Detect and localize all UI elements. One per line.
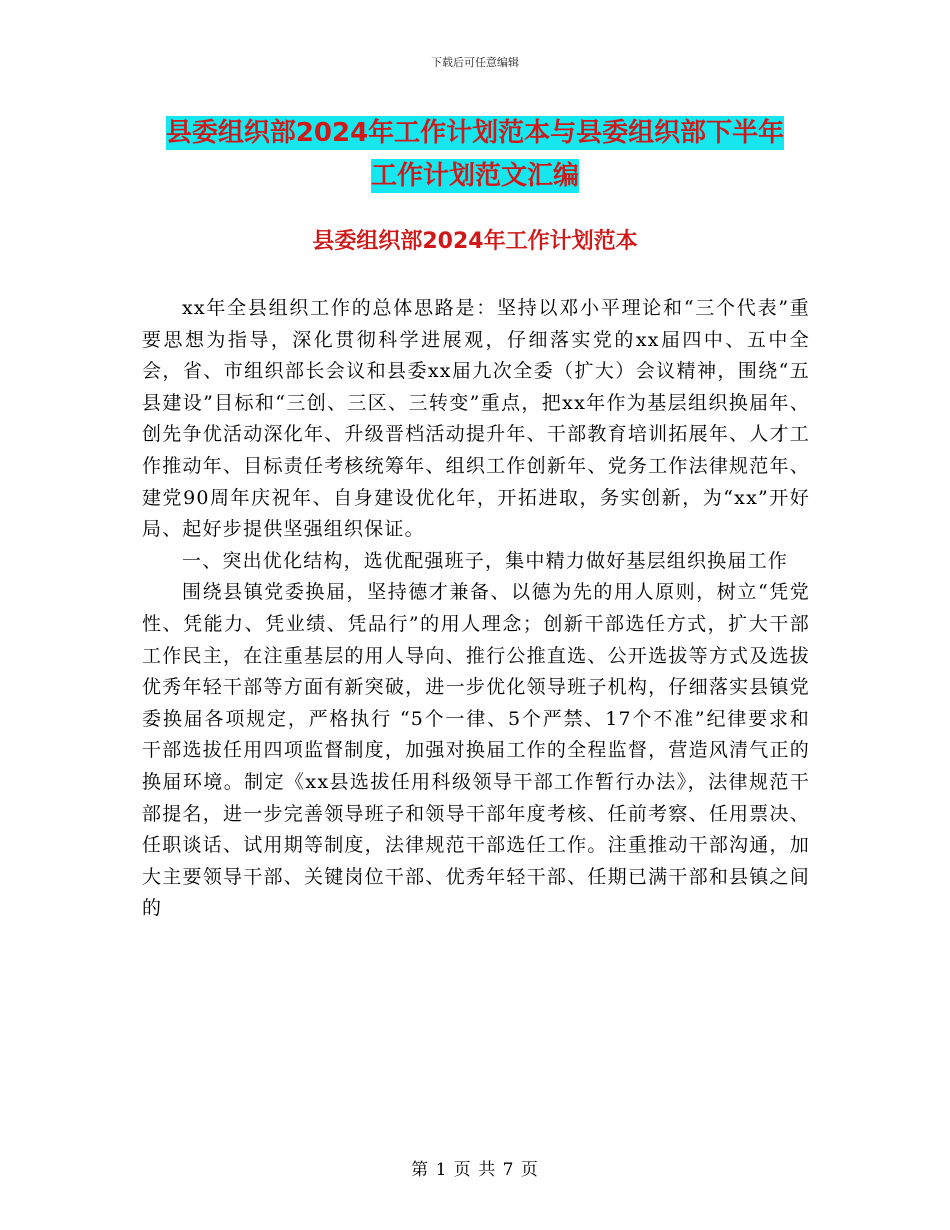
document-title-line-2: 工作计划范文汇编 [370, 161, 579, 191]
document-body [142, 293, 810, 925]
document-title-line-1: 县委组织部2024年工作计划范本与县委组织部下半年 [165, 118, 785, 148]
page-footer: 第 1 页 共 7 页 [411, 1160, 539, 1180]
page-header-note: 下载后可任意编辑 [431, 56, 519, 69]
section-title: 县委组织部2024年工作计划范本 [312, 229, 638, 254]
paragraph-heading-1: 一、突出优化结构，选优配强班子，集中精力做好基层组织换届工作 [182, 549, 789, 572]
document-title [0, 112, 950, 198]
paragraph-body-1: 围绕县镇党委换届，坚持德才兼备、以德为先的用人原则，树立“凭党性、凭能力、凭业绩、凭品行”的用人理念；创新干部选任方式，扩大干部工作民主，在注重基层的用人导向、推行公推直选、公开选拔等方式及选拔优秀年轻干部等方面有新突破，进一步优化领导班子机构，仔细落实县镇党委换届各项规定，严格执行 “5个一律、5个严禁、17个不准”纪律要求和干部选拔任用四项监督制度，加强对换届工作的全程监督，营造风清气正的换届环境。制定《xx县选拔任用科级领导干部工作暂行办法》，法律规范干部提名，进一步完善领导班子和领导干部年度考核、任前考察、任用票决、任职谈话、试用期等制度，法律规范干部选任工作。注重推动干部沟通，加大主要领导干部、关键岗位干部、优秀年轻干部、任期已满干部和县镇之间的 [142, 581, 810, 920]
paragraph-intro: xx年全县组织工作的总体思路是：坚持以邓小平理论和“三个代表”重要思想为指导，深化贯彻科学进展观，仔细落实党的xx届四中、五中全会，省、市组织部长会议和县委xx届九次全委（扩大）会议精神，围绕“五县建设”目标和“三创、三区、三转变”重点，把xx年作为基层组织换届年、创先争优活动深化年、升级晋档活动提升年、干部教育培训拓展年、人才工作推动年、目标责任考核统筹年、组织工作创新年、党务工作法律规范年、建党90周年庆祝年、自身建设优化年，开拓进取，务实创新，为“xx”开好局、起好步提供坚强组织保证。 [142, 297, 810, 541]
